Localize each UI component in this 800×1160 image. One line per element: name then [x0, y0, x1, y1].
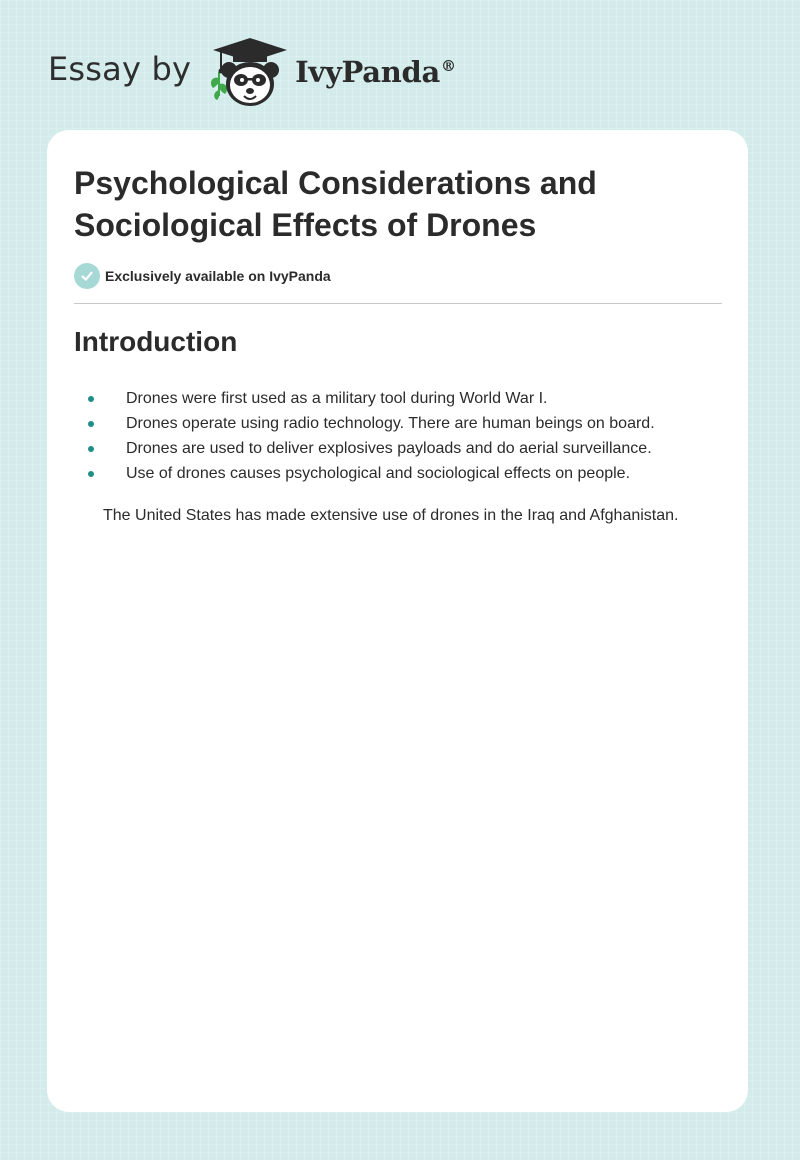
registered-mark: ® [440, 57, 456, 76]
exclusive-badge [74, 263, 331, 289]
document-card [47, 130, 748, 1112]
essay-by-label: Essay by [48, 50, 192, 88]
list-item-text: Drones were first used as a military tool during World War I. [126, 390, 548, 407]
bullet-dot [88, 396, 94, 402]
divider [74, 303, 722, 304]
brand-name[interactable] [295, 55, 456, 89]
list-item [74, 461, 655, 486]
bullet-dot [88, 446, 94, 452]
introduction-bullet-list [74, 386, 655, 486]
list-item-text: Drones are used to deliver explosives payloads and do aerial surveillance. [126, 440, 652, 457]
exclusive-badge-label: Exclusively available on IvyPanda [105, 268, 331, 284]
panda-graduation-cap-icon[interactable] [207, 34, 293, 110]
page-title: Psychological Considerations and Sociological Effects of Drones [74, 165, 597, 243]
list-item [74, 436, 655, 461]
body-paragraph: The United States has made extensive use of drones in the Iraq and Afghanistan. [103, 507, 679, 524]
list-item [74, 386, 655, 411]
section-heading-introduction: Introduction [74, 326, 238, 357]
site-header [48, 34, 456, 110]
bullet-dot [88, 471, 94, 477]
brand-text: IvyPanda [295, 55, 440, 89]
list-item [74, 411, 655, 436]
list-item-text: Drones operate using radio technology. There are human beings on board. [126, 415, 655, 432]
check-circle-icon [74, 263, 100, 289]
bullet-dot [88, 421, 94, 427]
list-item-text: Use of drones causes psychological and sociological effects on people. [126, 465, 631, 482]
